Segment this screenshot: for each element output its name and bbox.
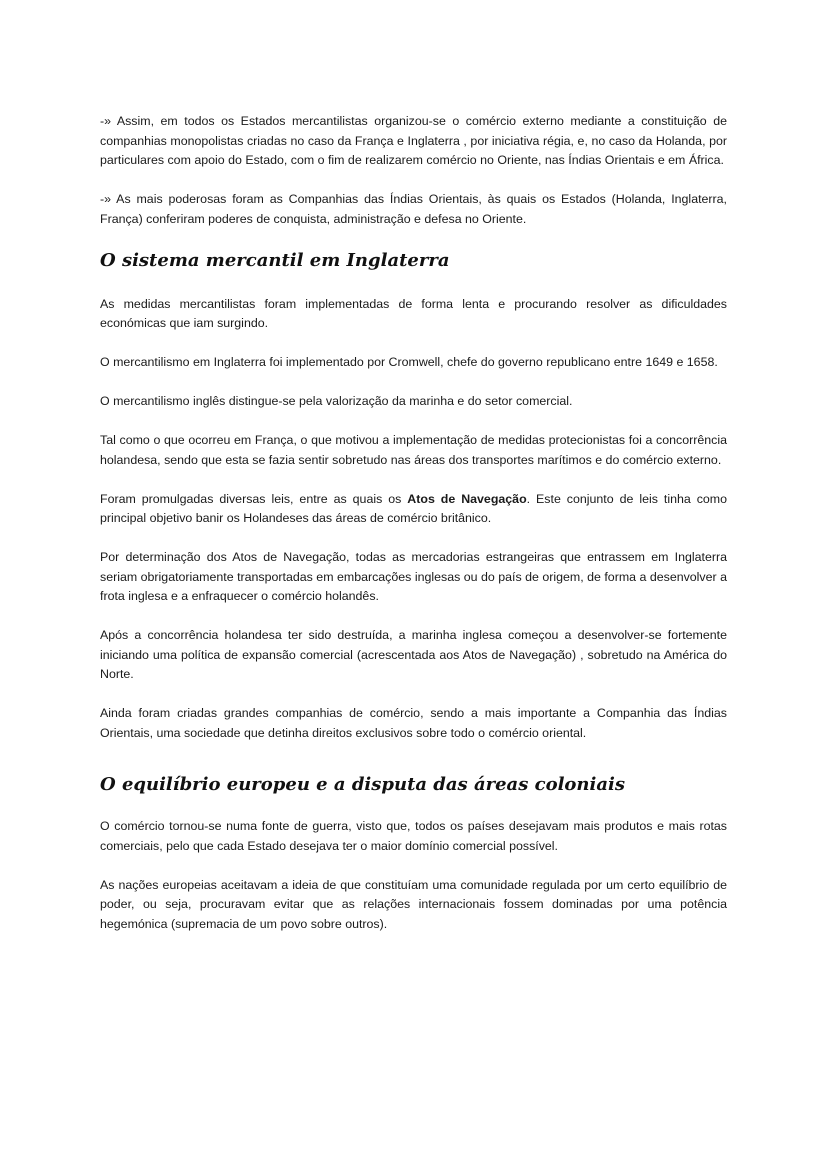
bold-term-atos-de-navegacao: Atos de Navegação [407, 491, 527, 506]
paragraph-text: Foram promulgadas diversas leis, entre as quais os [100, 491, 408, 506]
paragraph-text: . Este conjunto de leis tinha como principal objetivo banir os Holandeses das áreas de comércio britânico. [100, 491, 728, 525]
section-heading-equilibrio-europeu: O equilíbrio europeu e a disputa das áreas coloniais [100, 774, 625, 795]
paragraph: Após a concorrência holandesa ter sido destruída, a marinha inglesa começou a desenvolver-se fortemente iniciando uma política de expansão comercial (acrescentada aos Atos de Navegação) , sobretudo na América do Norte. [100, 628, 727, 681]
intro-paragraph-2: -» As mais poderosas foram as Companhias das Índias Orientais, às quais os Estados (Holanda, Inglaterra, França) conferiram poderes de conquista, administração e defesa no Oriente. [100, 192, 727, 226]
paragraph: Por determinação dos Atos de Navegação, todas as mercadorias estrangeiras que entrassem em Inglaterra seriam obrigatoriamente transportadas em embarcações inglesas ou do país de origem, de forma a desenvolver a frota inglesa e a enfraquecer o comércio holandês. [100, 550, 727, 603]
document-page [100, 112, 727, 954]
paragraph: As medidas mercantilistas foram implementadas de forma lenta e procurando resolver as dificuldades económicas que iam surgindo. [100, 296, 727, 330]
paragraph: Tal como o que ocorreu em França, o que motivou a implementação de medidas protecionistas foi a concorrência holandesa, sendo que esta se fazia sentir sobretudo nas áreas dos transportes marítimos e do comércio externo. [100, 433, 727, 467]
section-heading-inglaterra: O sistema mercantil em Inglaterra [100, 249, 450, 271]
intro-paragraph-1: -» Assim, em todos os Estados mercantilistas organizou-se o comércio externo mediante a constituição de companhias monopolistas criadas no caso da França e Inglaterra , por iniciativa régia, e, no caso da Holanda, por particulares com apoio do Estado, com o fim de realizarem comércio no Oriente, nas Índias Orientais e em África. [100, 114, 727, 167]
paragraph: Ainda foram criadas grandes companhias de comércio, sendo a mais importante a Companhia das Índias Orientais, uma sociedade que detinha direitos exclusivos sobre todo o comércio oriental. [100, 706, 727, 740]
paragraph: O comércio tornou-se numa fonte de guerra, visto que, todos os países desejavam mais produtos e mais rotas comerciais, pelo que cada Estado desejava ter o maior domínio comercial possível. [100, 819, 727, 853]
paragraph: O mercantilismo inglês distingue-se pela valorização da marinha e do setor comercial. [100, 394, 573, 408]
paragraph-atos-navegacao [100, 490, 727, 529]
paragraph: As nações europeias aceitavam a ideia de que constituíam uma comunidade regulada por um certo equilíbrio de poder, ou seja, procuravam evitar que as relações internacionais fossem dominadas por uma potência hegemónica (supremacia de um povo sobre outros). [100, 877, 727, 931]
paragraph: O mercantilismo em Inglaterra foi implementado por Cromwell, chefe do governo republicano entre 1649 e 1658. [100, 355, 718, 369]
